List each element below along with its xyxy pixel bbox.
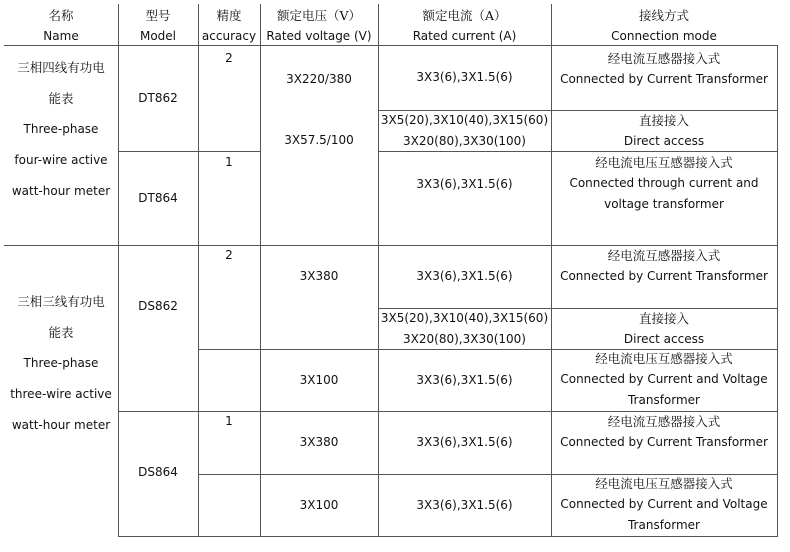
g1-row3-current: 3X3(6),3X1.5(6) xyxy=(416,176,513,191)
g2-row1-connection: 经电流互感器接入式 Connected by Current Transformer xyxy=(560,248,768,283)
header-model: 型号 Model xyxy=(139,8,177,43)
header-voltage: 额定电压（V） Rated voltage (V) xyxy=(266,8,372,43)
g2-row4-connection: 经电流互感器接入式 Connected by Current Transformer xyxy=(560,414,768,449)
g1-accuracy-b: 1 xyxy=(225,155,233,169)
g2-row5-connection: 经电流电压互感器接入式 Connected by Current and Voltage Transformer xyxy=(560,476,768,532)
g1-name: 三相四线有功电 能表 Three-phase four-wire active watt-hour meter xyxy=(11,60,111,198)
g2-accuracy-b: 1 xyxy=(225,414,233,428)
g1-voltage-2: 3X57.5/100 xyxy=(284,133,354,147)
g2-row2-connection: 直接接入 Direct access xyxy=(623,310,705,346)
g1-row2-connection: 直接接入 Direct access xyxy=(623,112,705,148)
g1-model-a: DT862 xyxy=(138,90,178,105)
g2-name: 三相三线有功电 能表 Three-phase three-wire active watt-hour meter xyxy=(10,294,112,432)
g2-row3-current: 3X3(6),3X1.5(6) xyxy=(416,372,513,387)
g1-row3-connection: 经电流电压互感器接入式 Connected through current and voltage transformer xyxy=(569,155,759,211)
g2-row3-voltage: 3X100 xyxy=(299,372,339,387)
header-connection: 接线方式 Connection mode xyxy=(611,8,717,43)
g2-row4-voltage: 3X380 xyxy=(299,435,339,449)
rule-col-connection-right xyxy=(777,45,778,536)
g2-row3-connection: 经电流电压互感器接入式 Connected by Current and Voltage Transformer xyxy=(560,351,768,407)
g1-voltage-1: 3X220/380 xyxy=(286,72,352,86)
rule-table-bottom xyxy=(118,536,778,537)
header-current: 额定电流（A） Rated current (A) xyxy=(412,8,517,43)
g2-row2-current: 3X5(20),3X10(40),3X15(60) 3X20(80),3X30(100) xyxy=(380,310,549,346)
g1-row2-current: 3X5(20),3X10(40),3X15(60) 3X20(80),3X30(100) xyxy=(380,112,549,148)
rule-col-model-right xyxy=(198,4,199,536)
g1-row1-connection: 经电流互感器接入式 Connected by Current Transformer xyxy=(560,51,768,86)
g2-row5-voltage: 3X100 xyxy=(299,497,339,512)
g2-row4-current: 3X3(6),3X1.5(6) xyxy=(416,435,513,449)
g1-row1-current: 3X3(6),3X1.5(6) xyxy=(416,70,513,84)
header-accuracy: 精度 accuracy xyxy=(201,8,257,43)
g2-accuracy-a: 2 xyxy=(225,248,233,262)
g2-row1-voltage: 3X380 xyxy=(299,269,339,283)
g1-accuracy-a: 2 xyxy=(225,51,233,65)
header-name: 名称 Name xyxy=(43,8,79,43)
g1-model-b: DT864 xyxy=(138,190,178,205)
g2-model-b: DS864 xyxy=(138,465,178,479)
g2-row1-current: 3X3(6),3X1.5(6) xyxy=(416,269,513,283)
g2-model-a: DS862 xyxy=(138,299,178,313)
g2-row5-current: 3X3(6),3X1.5(6) xyxy=(416,497,513,512)
